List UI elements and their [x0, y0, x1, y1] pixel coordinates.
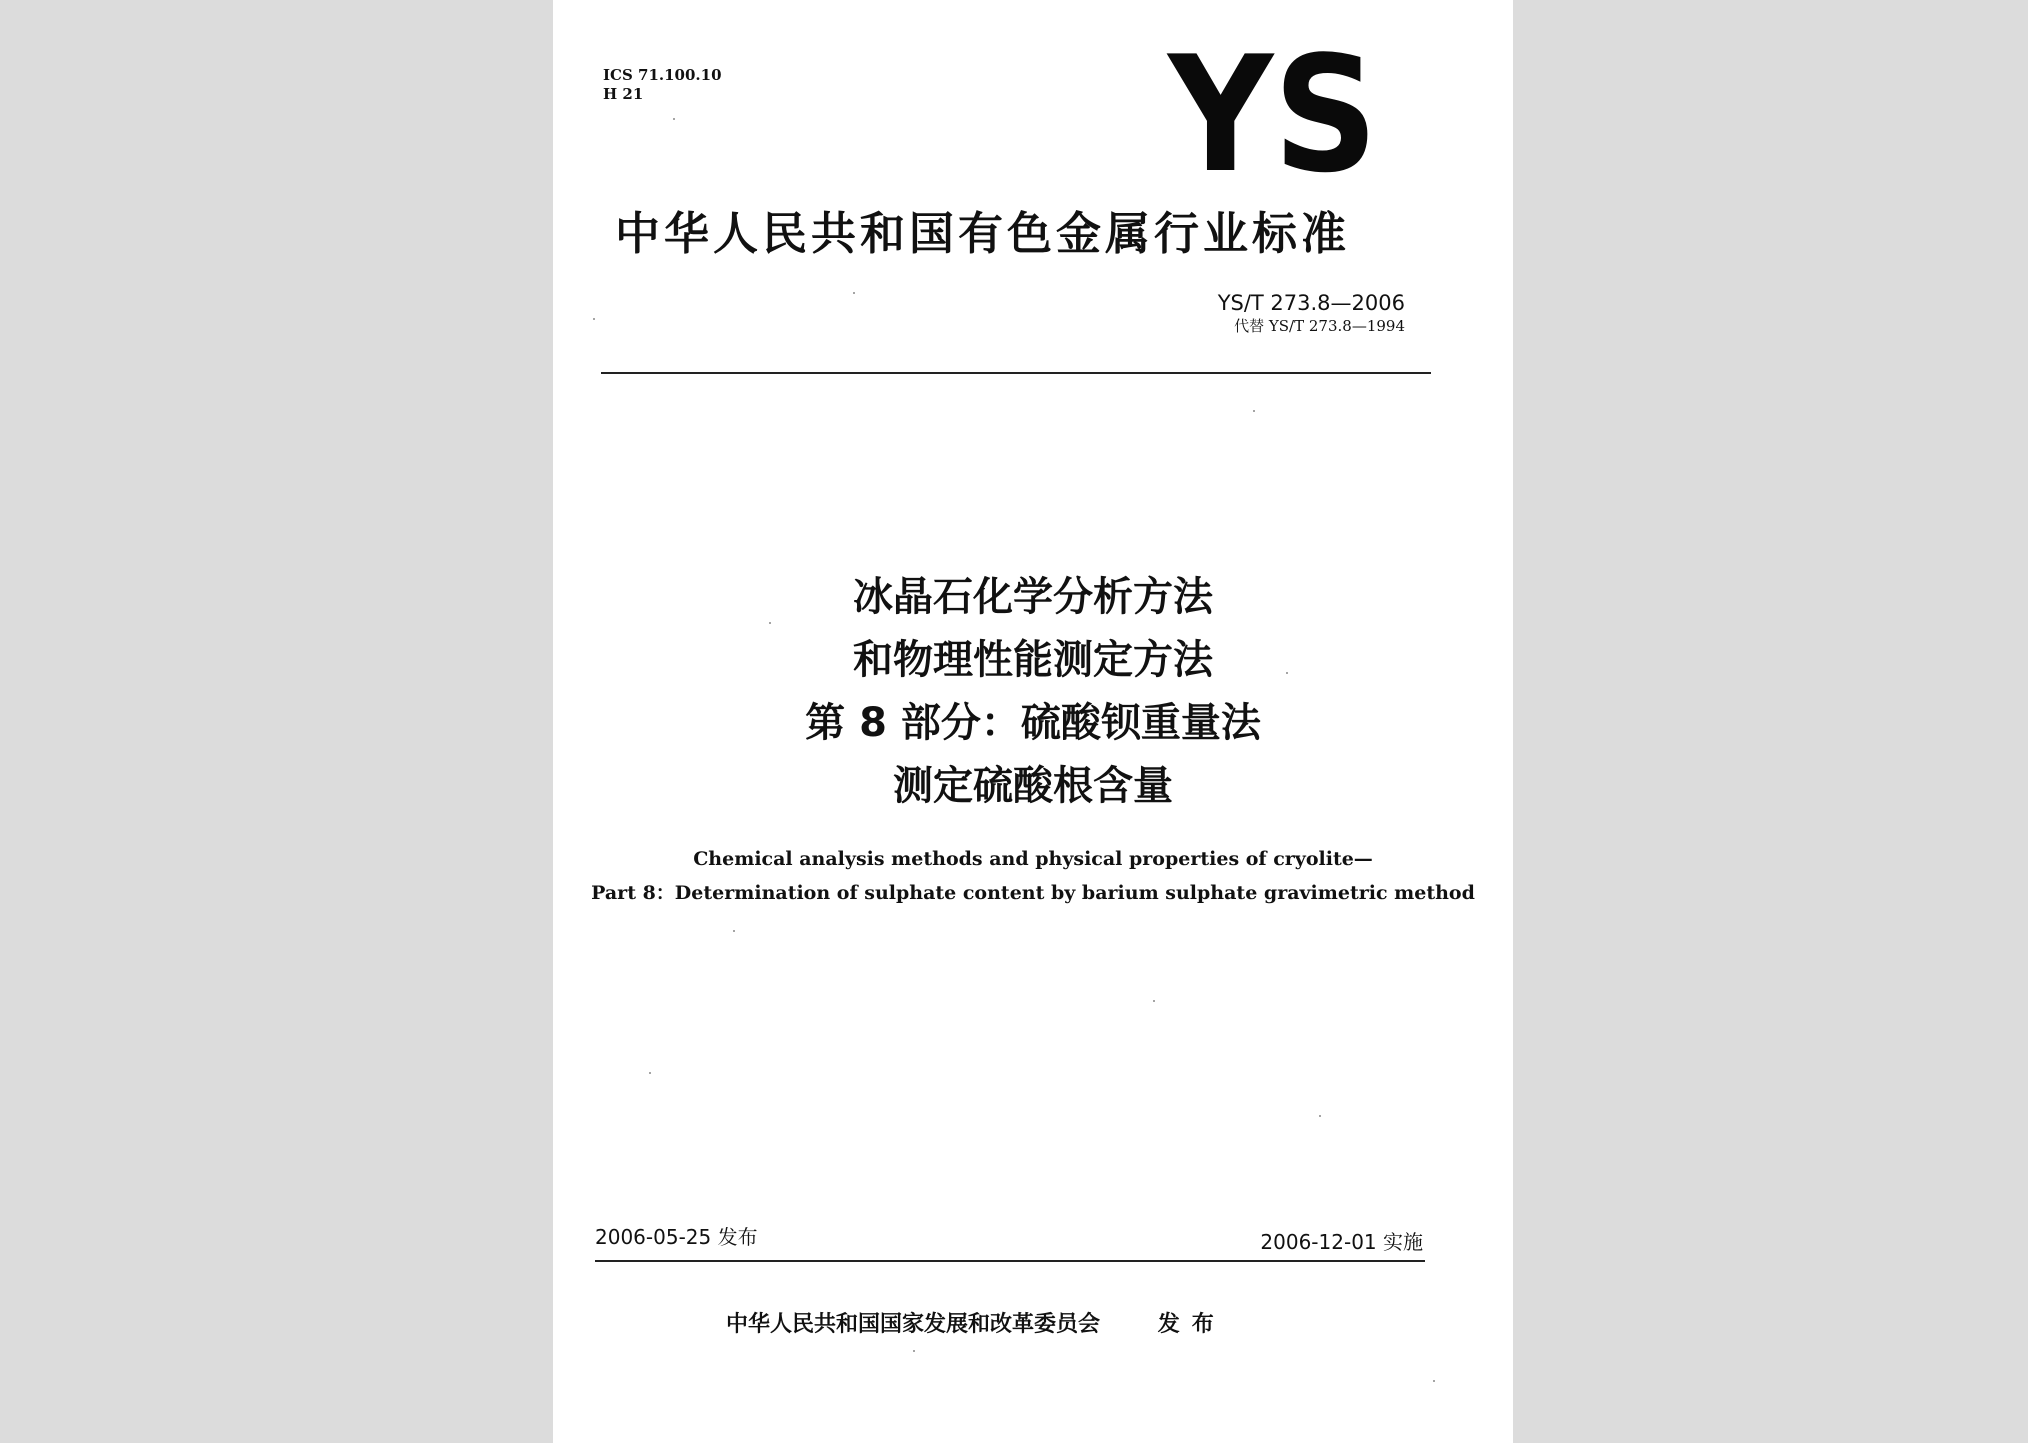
scan-speck — [593, 318, 595, 320]
issue-date: 2006-05-25 发布 — [595, 1225, 758, 1249]
chinese-title-line-1: 冰晶石化学分析方法 — [853, 574, 1213, 620]
chinese-title-line-4: 测定硫酸根含量 — [893, 763, 1173, 809]
chinese-title-line-3: 第 8 部分：硫酸钡重量法 — [805, 700, 1261, 746]
english-title-line-2: Part 8：Determination of sulphate content by barium sulphate gravimetric method — [591, 882, 1475, 904]
top-divider — [601, 372, 1431, 374]
english-title-line-1: Chemical analysis methods and physical properties of cryolite— — [693, 848, 1373, 870]
standard-number-block — [1218, 290, 1405, 336]
standard-org-title: 中华人民共和国有色金属行业标准 — [615, 207, 1351, 260]
scan-speck — [1319, 1115, 1321, 1117]
scan-speck — [769, 622, 771, 624]
scan-speck — [1153, 1000, 1155, 1002]
document-page — [553, 0, 1513, 1443]
scan-speck — [673, 118, 675, 120]
classification-block — [603, 66, 722, 104]
english-title — [553, 842, 1513, 910]
issuer-name: 中华人民共和国国家发展和改革委员会 — [726, 1312, 1101, 1337]
chinese-title-line-2: 和物理性能测定方法 — [853, 637, 1213, 683]
bottom-divider — [595, 1260, 1425, 1262]
scan-speck — [853, 292, 855, 294]
issuer-action: 发布 — [1157, 1312, 1226, 1337]
ys-logo-text: YS — [1166, 42, 1378, 192]
standard-number: YS/T 273.8—2006 — [1217, 291, 1405, 315]
scan-speck — [913, 1350, 915, 1352]
chinese-title — [553, 566, 1513, 818]
scan-speck — [1253, 410, 1255, 412]
ics-code: ICS 71.100.10 — [603, 66, 722, 84]
ccs-code: H 21 — [603, 85, 644, 103]
scan-speck — [733, 930, 735, 932]
scan-speck — [1433, 1380, 1435, 1382]
ys-logo — [1165, 42, 1381, 192]
scan-speck — [1286, 672, 1288, 674]
replaces-standard: 代替 YS/T 273.8—1994 — [1234, 317, 1405, 335]
implementation-date: 2006-12-01 实施 — [1260, 1230, 1423, 1254]
issuer-line — [726, 1310, 1226, 1340]
scan-speck — [649, 1072, 651, 1074]
